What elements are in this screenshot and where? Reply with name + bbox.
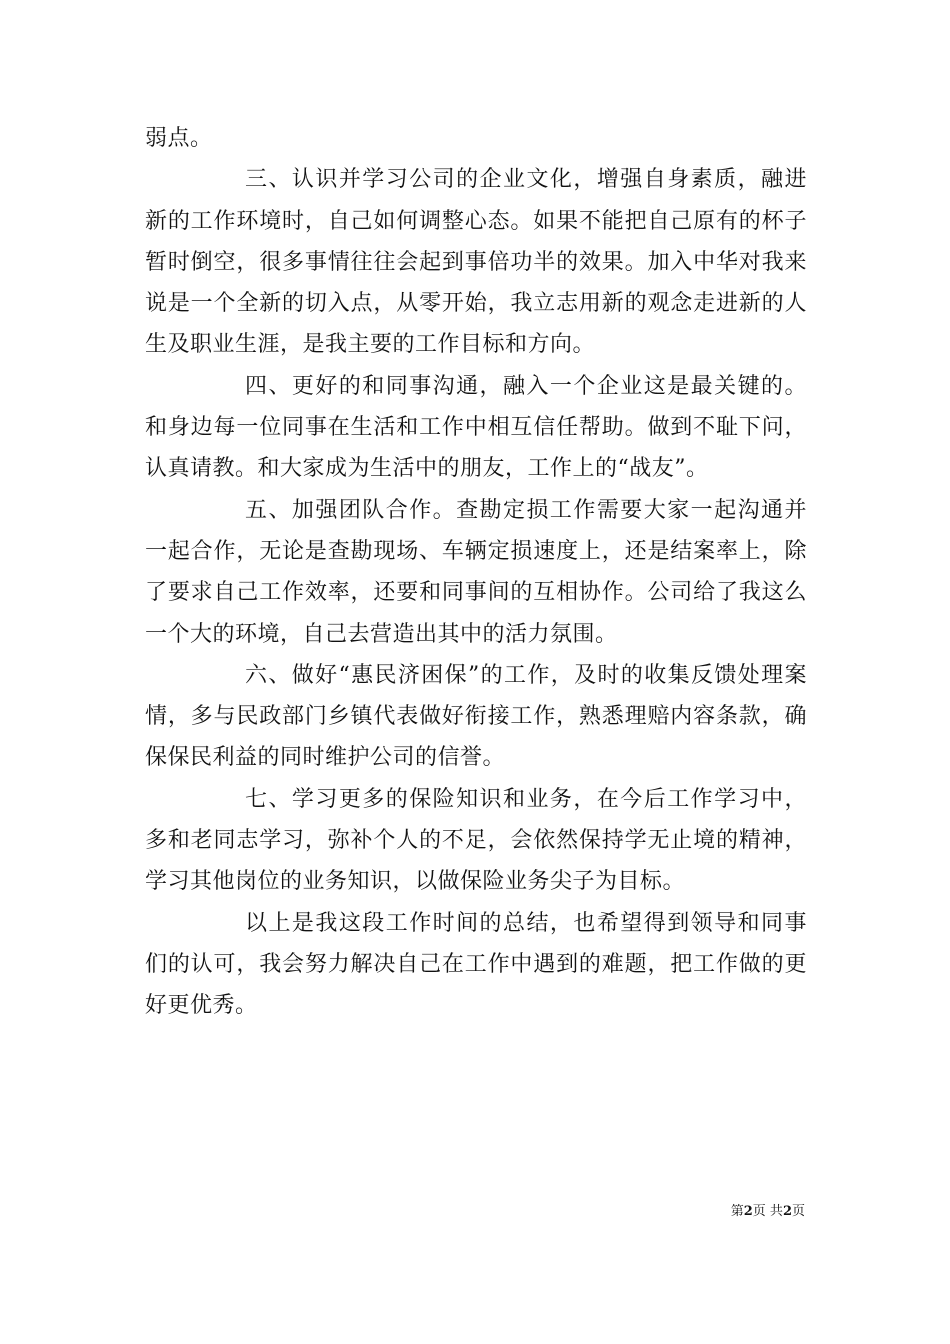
current-page-number: 2 [743,1204,753,1219]
document-body [145,118,807,1027]
paragraph-item-5: 五、加强团队合作。查勘定损工作需要大家一起沟通并一起合作，无论是查勘现场、车辆定损速度上，还是结案率上，除了要求自己工作效率，还要和同事间的互相协作。公司给了我这么一个大的环境，自己去营造出其中的活力氛围。 [145,497,807,647]
footer-middle: 页 共 [752,1204,783,1219]
paragraph-item-7: 七、学习更多的保险知识和业务，在今后工作学习中，多和老同志学习，弥补个人的不足，会依然保持学无止境的精神，学习其他岗位的业务知识，以做保险业务尖子为目标。 [145,786,807,895]
total-pages-number: 2 [782,1204,792,1219]
paragraph-item-4: 四、更好的和同事沟通，融入一个企业这是最关键的。和身边每一位同事在生活和工作中相互信任帮助。做到不耻下问，认真请教。和大家成为生活中的朋友，工作上的“战友”。 [145,373,807,482]
footer-prefix: 第 [730,1204,744,1219]
paragraph-continuation: 弱点。 [145,126,213,151]
footer-suffix: 页 [791,1204,805,1219]
page-number-footer [731,1203,805,1221]
paragraph-item-6: 六、做好“惠民济困保”的工作，及时的收集反馈处理案情，多与民政部门乡镇代表做好衔接工作，熟悉理赔内容条款，确保保民利益的同时维护公司的信誉。 [145,662,807,771]
paragraph-conclusion: 以上是我这段工作时间的总结，也希望得到领导和同事们的认可，我会努力解决自己在工作中遇到的难题，把工作做的更好更优秀。 [145,910,807,1019]
paragraph-item-3: 三、认识并学习公司的企业文化，增强自身素质，融进新的工作环境时，自己如何调整心态。如果不能把自己原有的杯子暂时倒空，很多事情往往会起到事倍功半的效果。加入中华对我来说是一个全新的切入点，从零开始，我立志用新的观念走进新的人生及职业生涯，是我主要的工作目标和方向。 [145,167,807,358]
